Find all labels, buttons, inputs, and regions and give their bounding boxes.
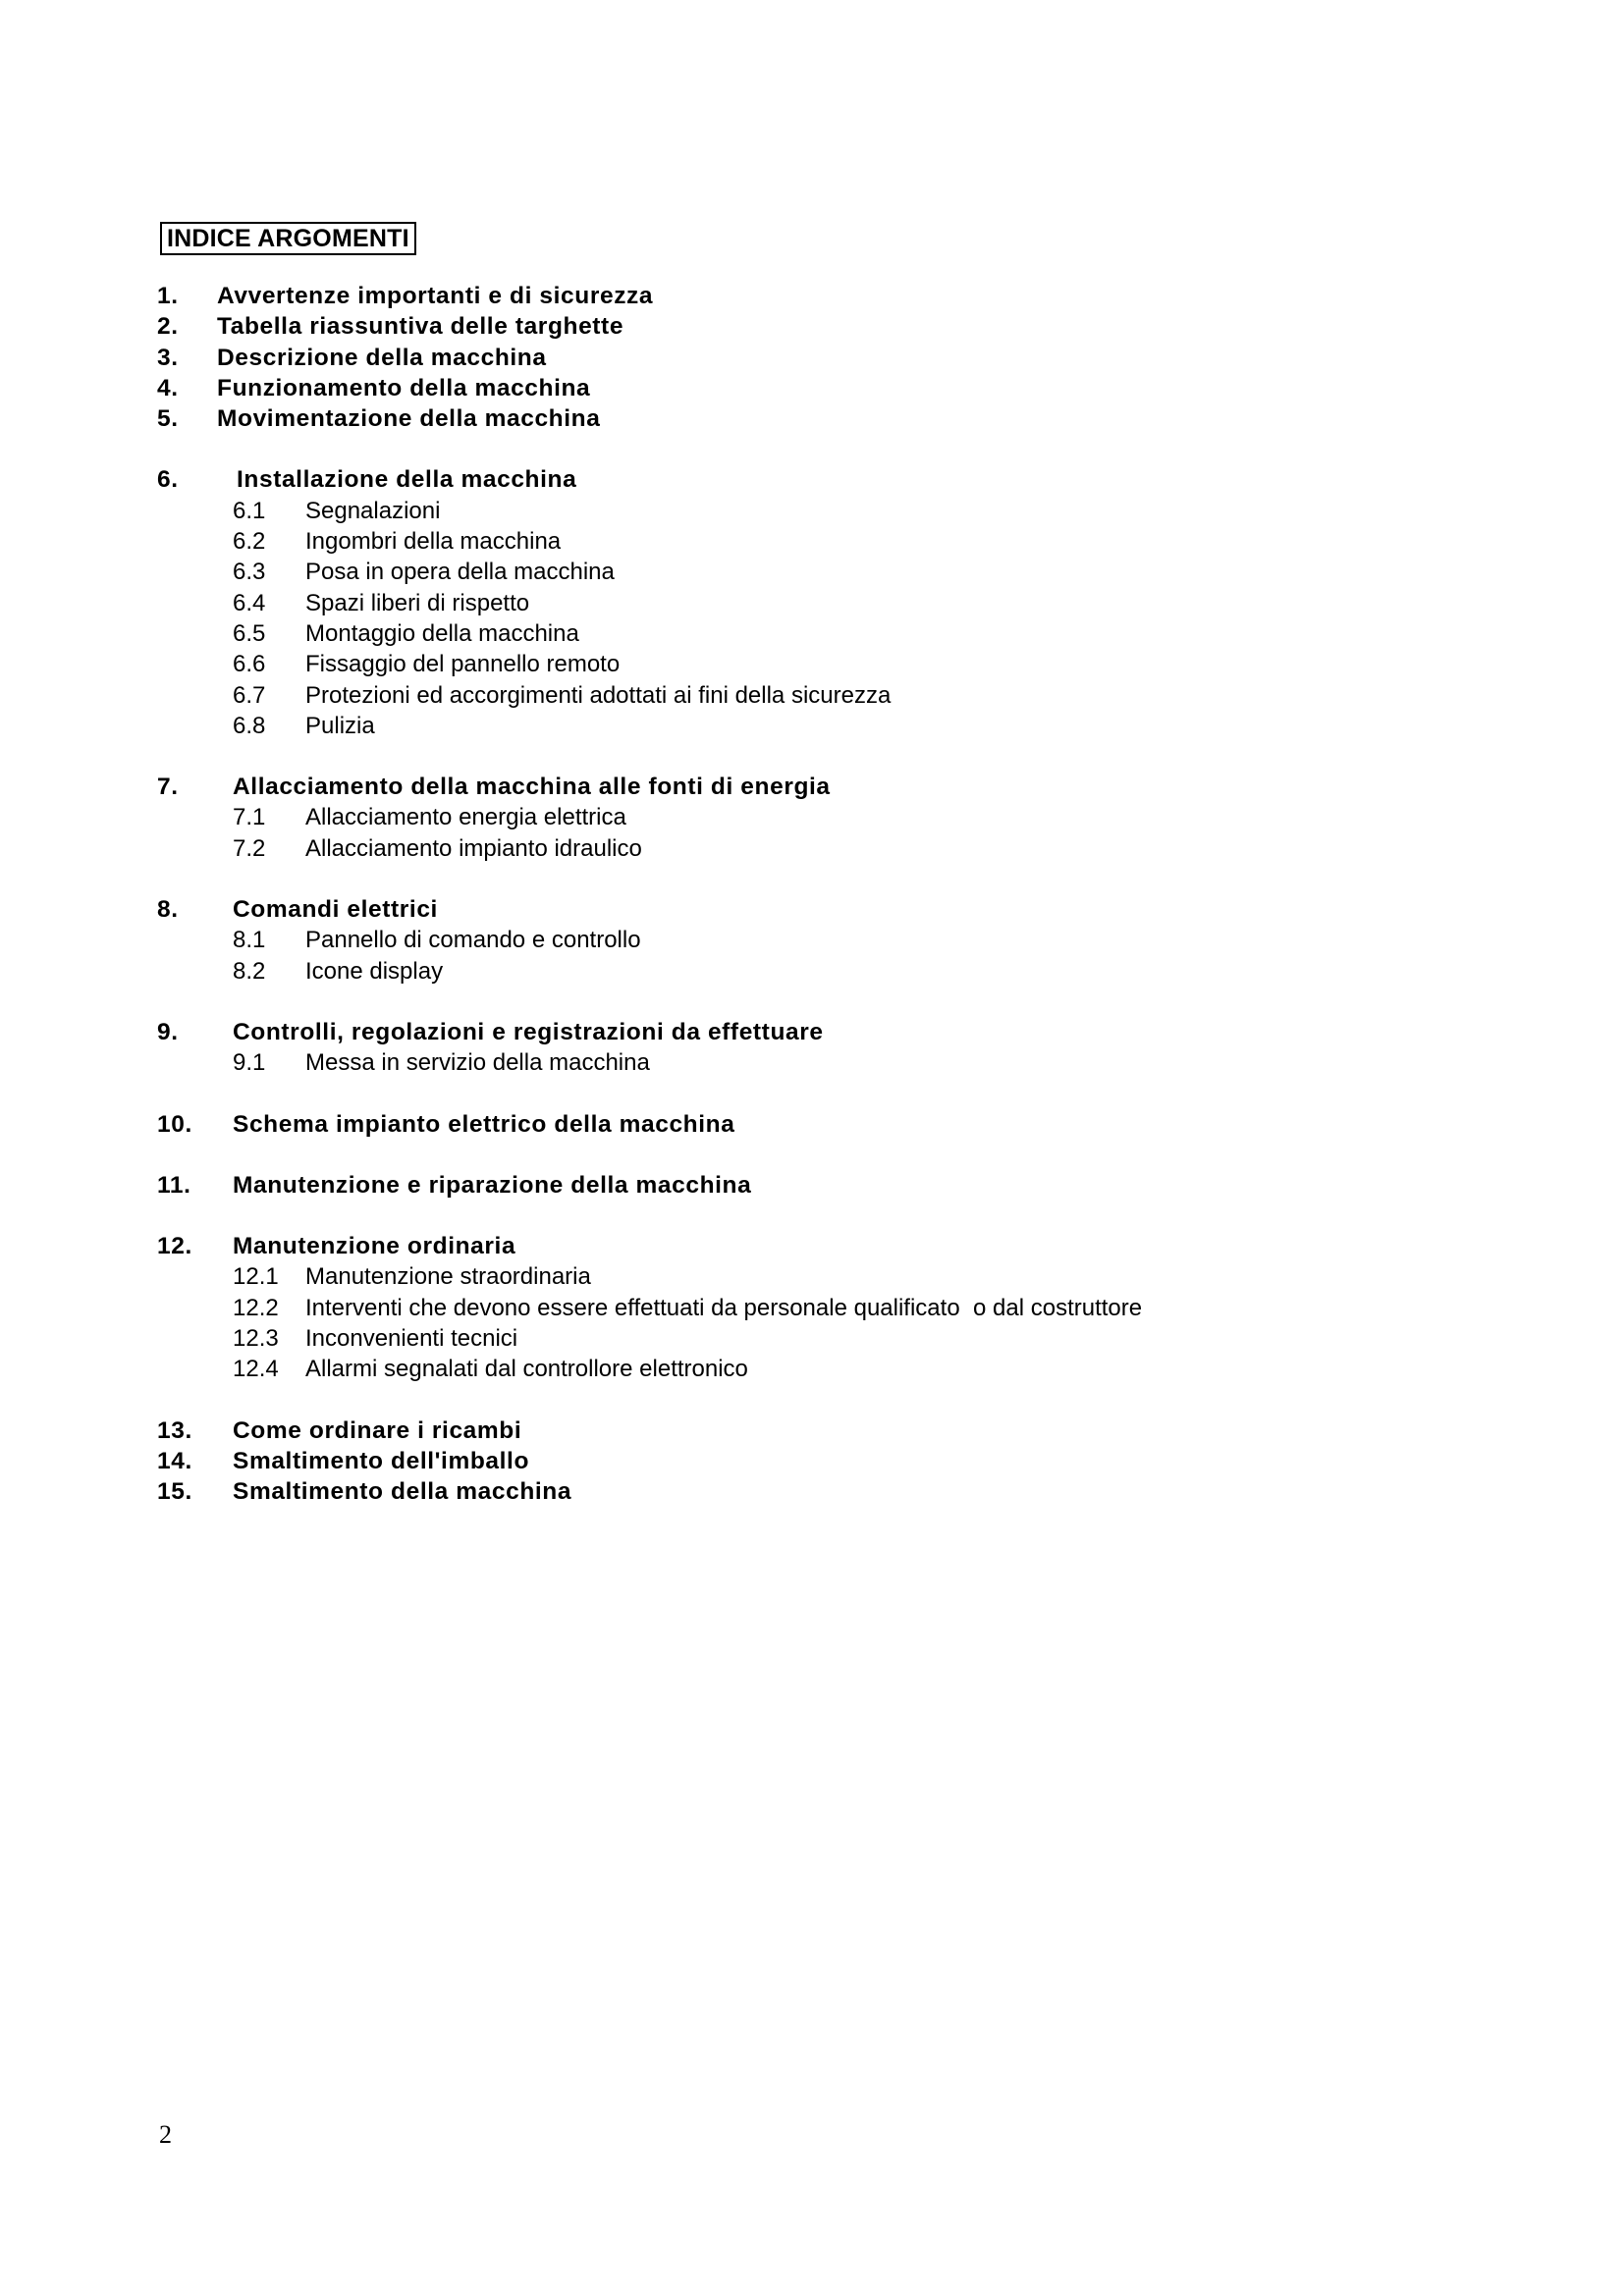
toc-group-chapter-7: [0, 772, 1624, 864]
section-number: 6.8: [233, 712, 266, 739]
section-title: Icone display: [305, 957, 444, 985]
toc-chapter-14: [0, 1446, 1624, 1476]
index-title: INDICE ARGOMENTI: [160, 222, 416, 255]
toc-section-6-7: [0, 680, 1624, 711]
chapter-number: 14.: [157, 1447, 192, 1474]
toc-group-chapter-8: [0, 894, 1624, 987]
toc-section-6-1: [0, 496, 1624, 526]
toc-chapter-3: [0, 343, 1624, 373]
chapter-title: Descrizione della macchina: [217, 344, 547, 371]
section-title: Interventi che devono essere effettuati da personale qualificato o dal costruttore: [305, 1294, 1143, 1321]
toc-section-9-1: [0, 1047, 1624, 1078]
section-title: Segnalazioni: [305, 497, 441, 524]
toc-group-chapter-11: [0, 1170, 1624, 1201]
chapter-title: Installazione della macchina: [237, 466, 577, 494]
toc-chapter-5: [0, 403, 1624, 434]
toc-section-6-5: [0, 618, 1624, 649]
toc-group-chapter-12: [0, 1231, 1624, 1384]
chapter-title: Allacciamento della macchina alle fonti di energia: [233, 774, 831, 801]
chapter-title: Controlli, regolazioni e registrazioni da effettuare: [233, 1018, 824, 1045]
toc-chapter-12: [0, 1231, 1624, 1261]
section-title: Protezioni ed accorgimenti adottati ai fini della sicurezza: [305, 681, 892, 709]
chapter-title: Manutenzione ordinaria: [233, 1233, 516, 1260]
toc-section-12-3: [0, 1323, 1624, 1354]
toc-chapter-11: [0, 1170, 1624, 1201]
section-number: 8.2: [233, 957, 266, 985]
chapter-number: 15.: [157, 1478, 192, 1506]
section-title: Pannello di comando e controllo: [305, 927, 641, 954]
section-number: 6.7: [233, 681, 266, 709]
toc-section-8-1: [0, 925, 1624, 955]
toc-section-6-6: [0, 649, 1624, 679]
toc-section-6-8: [0, 711, 1624, 741]
toc-chapter-9: [0, 1017, 1624, 1047]
page-number: 2: [159, 2120, 172, 2149]
toc-group-chapter-6: [0, 464, 1624, 741]
toc-group-chapter-10: [0, 1109, 1624, 1140]
section-title: Manutenzione straordinaria: [305, 1263, 591, 1291]
section-number: 12.3: [233, 1325, 279, 1353]
section-number: 7.1: [233, 804, 266, 831]
chapter-title: Comandi elettrici: [233, 896, 438, 924]
section-number: 9.1: [233, 1049, 266, 1077]
toc-chapter-15: [0, 1476, 1624, 1507]
section-title: Montaggio della macchina: [305, 619, 579, 647]
chapter-number: 5.: [157, 405, 179, 433]
section-number: 6.5: [233, 619, 266, 647]
section-title: Spazi liberi di rispetto: [305, 589, 530, 616]
chapter-number: 4.: [157, 374, 179, 401]
chapter-title: Avvertenze importanti e di sicurezza: [217, 283, 654, 309]
toc-section-6-2: [0, 526, 1624, 557]
section-title: Messa in servizio della macchina: [305, 1049, 650, 1077]
chapter-number: 3.: [157, 344, 179, 371]
section-number: 12.2: [233, 1294, 279, 1321]
section-number: 6.2: [233, 528, 266, 556]
section-number: 6.3: [233, 559, 266, 586]
section-title: Pulizia: [305, 712, 375, 739]
toc-chapter-6: [0, 464, 1624, 495]
table-of-contents: [0, 281, 1624, 1508]
section-number: 8.1: [233, 927, 266, 954]
toc-chapter-8: [0, 894, 1624, 925]
section-title: Ingombri della macchina: [305, 528, 562, 556]
section-title: Allacciamento energia elettrica: [305, 804, 626, 831]
section-title: Fissaggio del pannello remoto: [305, 651, 621, 678]
section-number: 6.4: [233, 589, 266, 616]
toc-section-7-1: [0, 802, 1624, 832]
toc-section-12-4: [0, 1354, 1624, 1384]
chapter-title: Movimentazione della macchina: [217, 405, 601, 433]
chapter-number: 2.: [157, 313, 179, 341]
section-number: 6.1: [233, 497, 266, 524]
toc-chapter-10: [0, 1109, 1624, 1140]
chapter-number: 6.: [157, 466, 179, 494]
section-title: Allacciamento impianto idraulico: [305, 834, 642, 862]
chapter-number: 10.: [157, 1110, 192, 1138]
section-number: 12.4: [233, 1356, 279, 1383]
chapter-number: 9.: [157, 1018, 179, 1045]
toc-chapter-2: [0, 311, 1624, 342]
toc-group-chapter-9: [0, 1017, 1624, 1079]
toc-section-7-2: [0, 833, 1624, 864]
toc-group-intro: [0, 281, 1624, 434]
toc-section-12-2: [0, 1293, 1624, 1323]
toc-chapter-4: [0, 373, 1624, 403]
chapter-title: Manutenzione e riparazione della macchina: [233, 1171, 752, 1199]
chapter-title: Schema impianto elettrico della macchina: [233, 1110, 735, 1138]
toc-section-8-2: [0, 956, 1624, 987]
toc-section-12-1: [0, 1261, 1624, 1292]
chapter-title: Tabella riassuntiva delle targhette: [217, 313, 624, 341]
chapter-title: Smaltimento dell'imballo: [233, 1447, 530, 1474]
toc-chapter-7: [0, 772, 1624, 802]
chapter-title: Come ordinare i ricambi: [233, 1416, 522, 1444]
chapter-number: 13.: [157, 1416, 192, 1444]
section-title: Allarmi segnalati dal controllore elettronico: [305, 1356, 748, 1383]
section-number: 6.6: [233, 651, 266, 678]
chapter-title: Funzionamento della macchina: [217, 374, 591, 401]
chapter-number: 11.: [157, 1171, 191, 1199]
chapter-number: 1.: [157, 283, 179, 309]
toc-section-6-3: [0, 557, 1624, 587]
chapter-number: 7.: [157, 774, 179, 801]
chapter-number: 8.: [157, 896, 179, 924]
chapter-number: 12.: [157, 1233, 192, 1260]
chapter-title: Smaltimento della macchina: [233, 1478, 572, 1506]
toc-section-6-4: [0, 588, 1624, 618]
toc-group-closing: [0, 1415, 1624, 1508]
section-title: Posa in opera della macchina: [305, 559, 615, 586]
section-number: 7.2: [233, 834, 266, 862]
toc-chapter-1: [0, 281, 1624, 311]
section-title: Inconvenienti tecnici: [305, 1325, 518, 1353]
toc-chapter-13: [0, 1415, 1624, 1446]
section-number: 12.1: [233, 1263, 279, 1291]
